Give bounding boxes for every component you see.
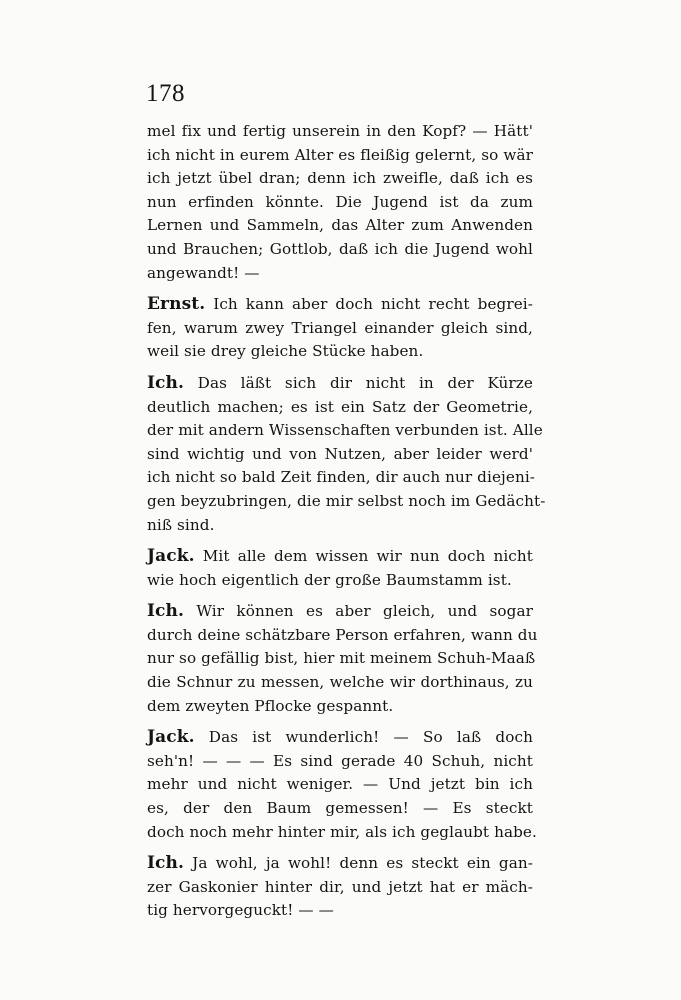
text-line: niß sind. (147, 515, 215, 534)
dialogue-paragraph (147, 726, 537, 844)
line-text: Das läßt sich dir nicht in der Kürze (197, 373, 533, 392)
text-line: gen beyzubringen, die mir selbst noch im Gedächt- (147, 491, 546, 510)
text-line: fen, warum zwey Triangel einander gleich sind, (147, 318, 533, 337)
line-text: Wir können es aber gleich, und sogar (196, 602, 533, 621)
dialogue-paragraph (147, 852, 533, 923)
text-line: der mit andern Wissenschaften verbunden ist. Alle (147, 421, 543, 440)
line-text: Mit alle dem wissen wir nun doch nicht (202, 547, 533, 566)
speaker-name: Ich. (147, 601, 184, 622)
page-number: 178 (146, 80, 185, 107)
text-line: dem zweyten Pflocke gespannt. (147, 696, 394, 715)
line-text: Ja wohl, ja wohl! denn es steckt ein gan- (192, 854, 533, 873)
page-text (147, 120, 546, 931)
text-line: wie hoch eigentlich der große Baumstamm ist. (147, 570, 512, 589)
paragraph (147, 120, 533, 285)
text-line: doch noch mehr hinter mir, als ich geglaubt habe. (147, 822, 537, 841)
text-line: nun erfinden könnte. Die Jugend ist da zum (147, 192, 533, 211)
text-line: tig hervorgeguckt! — — (147, 901, 334, 920)
text-line (147, 726, 533, 750)
line-text: Ich kann aber doch nicht recht begrei- (213, 295, 533, 314)
dialogue-paragraph (147, 293, 533, 364)
text-line: weil sie drey gleiche Stücke haben. (147, 342, 424, 361)
speaker-name: Ich. (147, 372, 184, 393)
text-line: sind wichtig und von Nutzen, aber leider werd' (147, 444, 533, 463)
text-line (147, 372, 533, 396)
speaker-name: Jack. (147, 727, 195, 748)
text-line: deutlich machen; es ist ein Satz der Geometrie, (147, 397, 533, 416)
text-line: die Schnur zu messen, welche wir dorthinaus, zu (147, 673, 533, 692)
text-line: ich nicht in eurem Alter es fleißig gelernt, so wär (147, 145, 533, 164)
text-line: angewandt! — (147, 263, 260, 282)
text-line (147, 545, 533, 569)
speaker-name: Ich. (147, 853, 184, 874)
dialogue-paragraph (147, 600, 538, 718)
text-line: seh'n! — — — Es sind gerade 40 Schuh, nicht (147, 751, 533, 770)
text-line: nur so gefällig bist, hier mit meinem Schuh-Maaß (147, 649, 536, 668)
text-line: es, der den Baum gemessen! — Es steckt (147, 799, 533, 818)
text-line: mehr und nicht weniger. — Und jetzt bin ich (147, 775, 533, 794)
text-line: durch deine schätzbare Person erfahren, wann du (147, 625, 538, 644)
text-line: mel fix und fertig unserein in den Kopf? — Hätt' (147, 122, 533, 140)
text-line: ich jetzt übel dran; denn ich zweifle, daß ich es (147, 169, 533, 188)
text-line (147, 293, 533, 317)
speaker-name: Ernst. (147, 294, 206, 315)
text-line: ich nicht so bald Zeit finden, dir auch nur diejeni- (147, 468, 536, 487)
dialogue-paragraph (147, 545, 533, 592)
text-line: und Brauchen; Gottlob, daß ich die Jugend wohl (147, 239, 533, 258)
text-line (147, 852, 533, 876)
text-line (147, 600, 533, 624)
text-line: Lernen und Sammeln, das Alter zum Anwenden (147, 216, 533, 235)
dialogue-paragraph (147, 372, 546, 537)
line-text: Das ist wunderlich! — So laß doch (208, 728, 533, 747)
text-line: zer Gaskonier hinter dir, und jetzt hat er mäch- (147, 877, 533, 896)
speaker-name: Jack. (147, 546, 195, 567)
